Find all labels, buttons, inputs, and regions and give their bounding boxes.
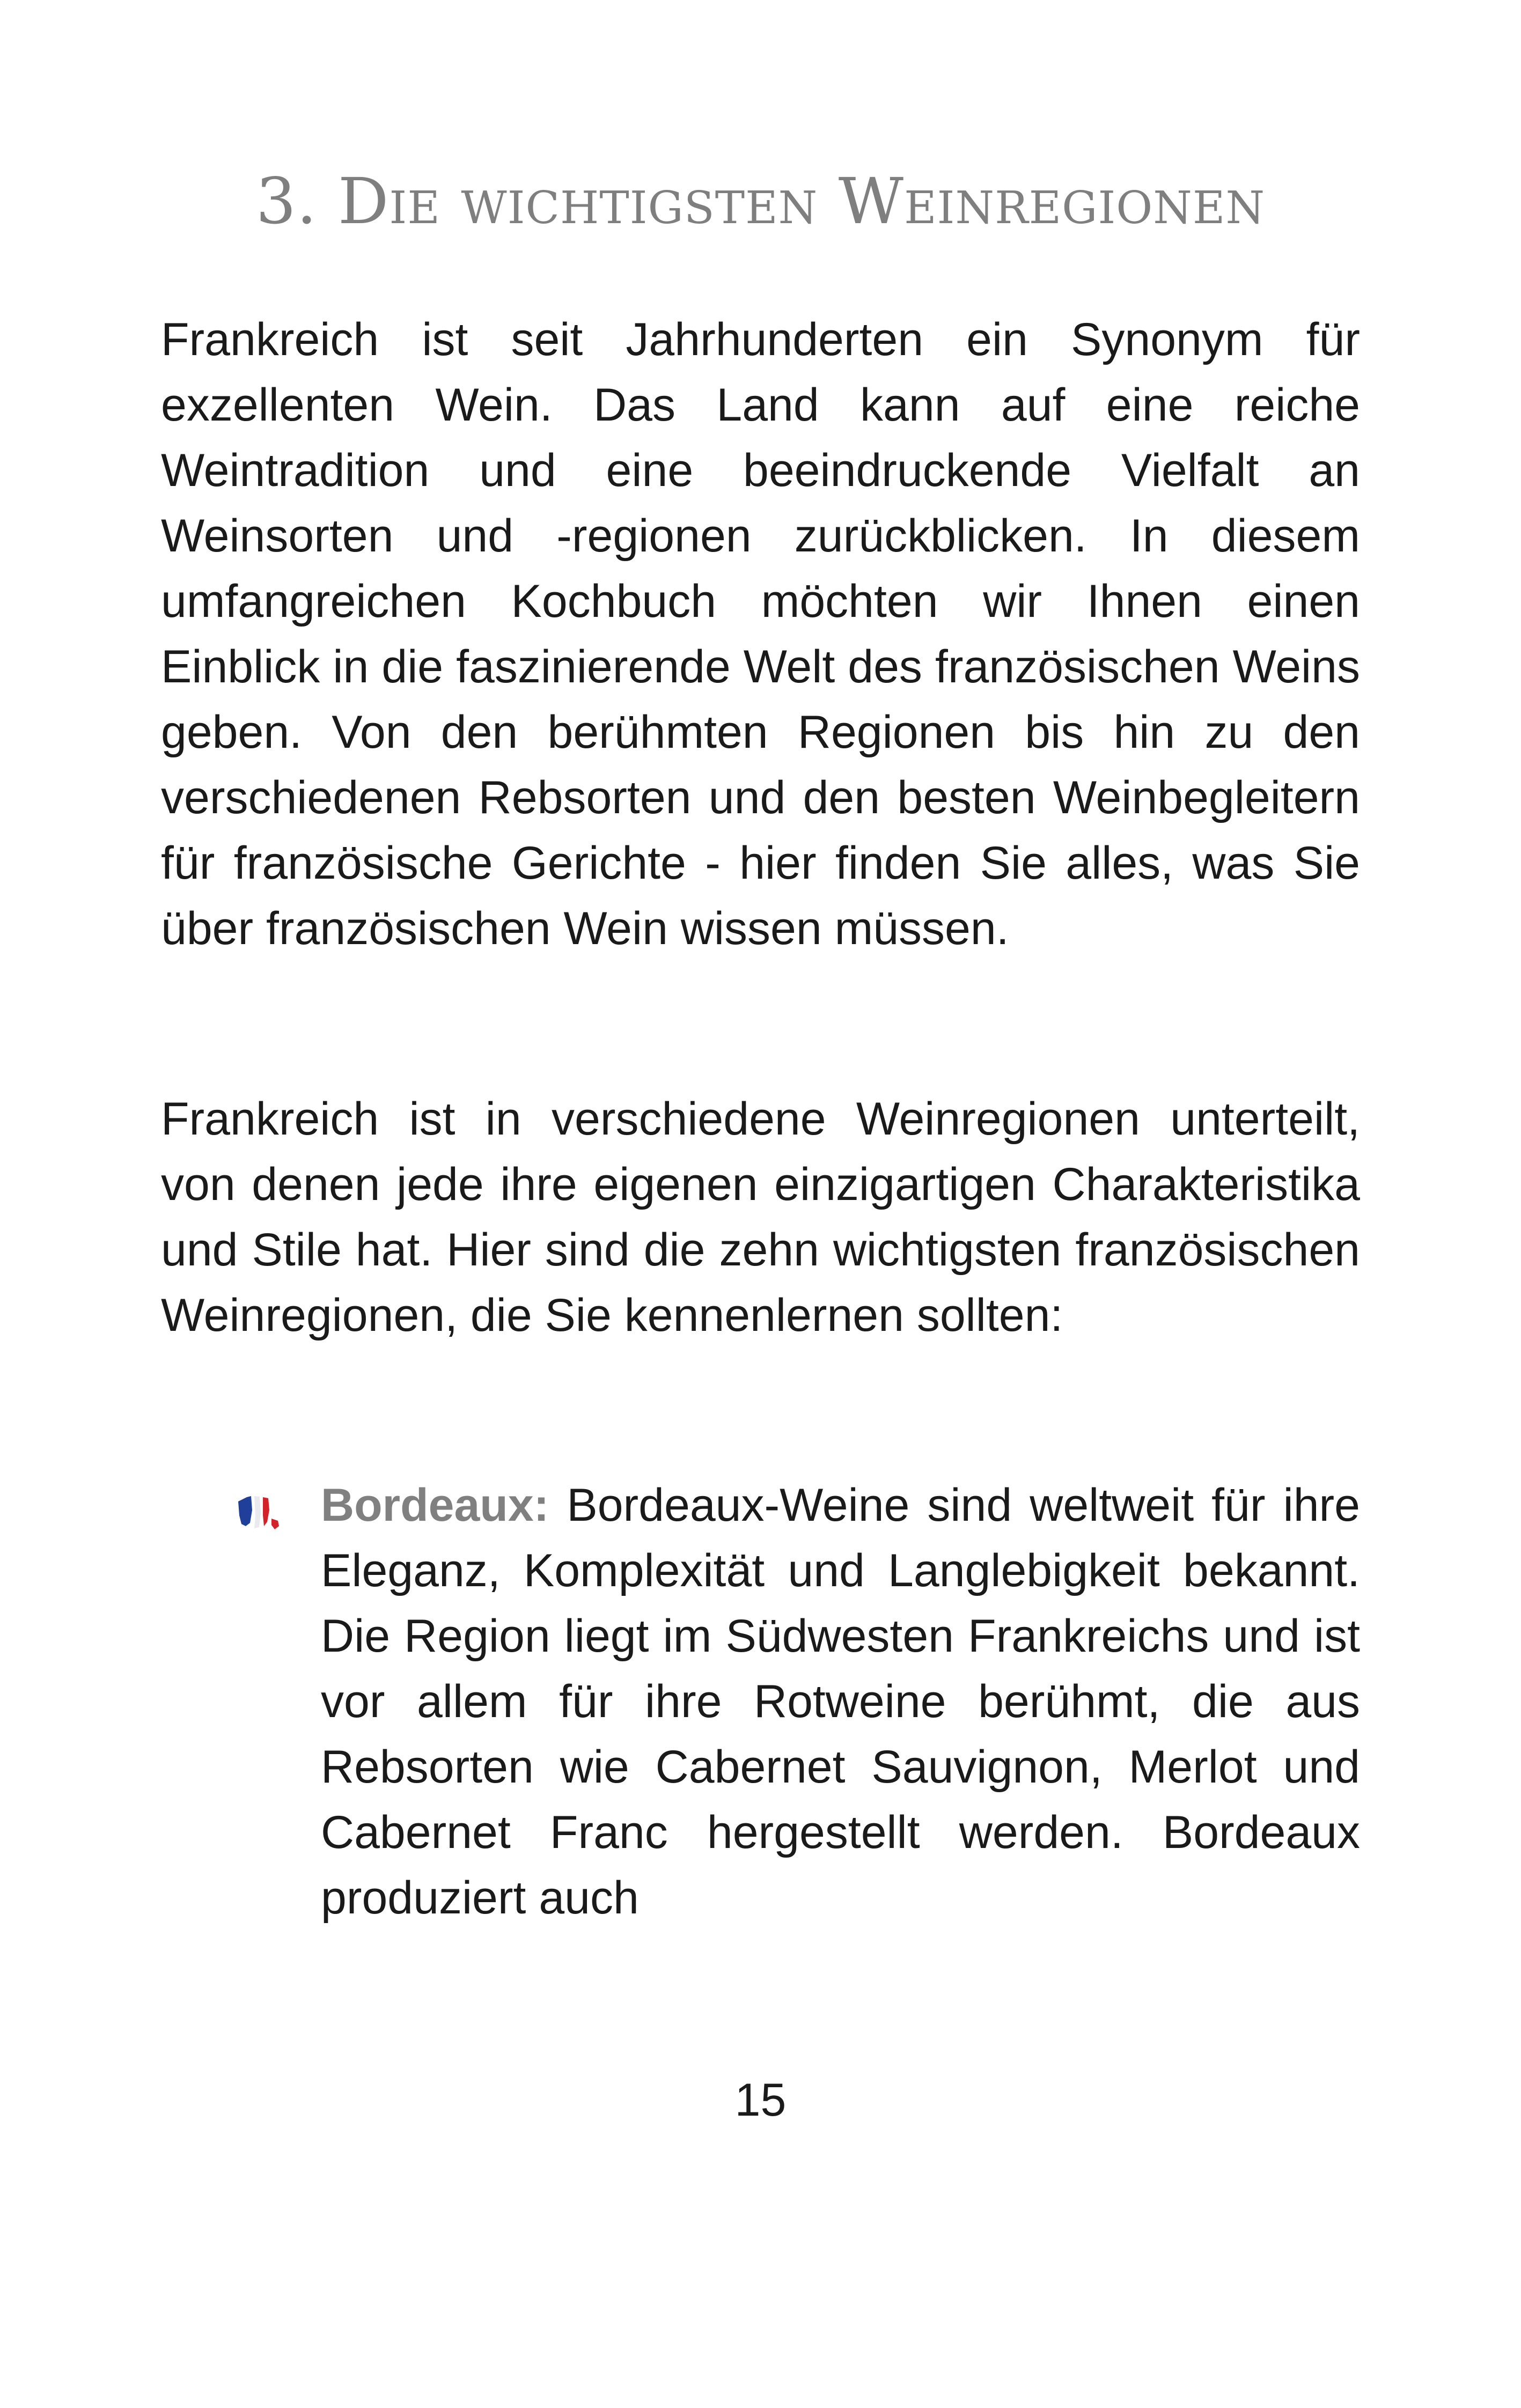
region-list xyxy=(236,1472,1360,1931)
region-name-bordeaux: Bordeaux: xyxy=(321,1479,549,1531)
page-number: 15 xyxy=(734,2074,787,2126)
list-item-bordeaux xyxy=(236,1472,1360,1931)
france-flag-icon xyxy=(236,1484,281,1523)
regions-intro-paragraph: Frankreich ist in verschiedene Weinregionen unterteilt, von denen jede ihre eigenen einzigartigen Charakteristika und Stile hat. Hier sind die zehn wichtigsten französischen Weinregionen, die Sie kennenlernen sollten: xyxy=(161,1093,1360,1341)
chapter-title: 3. Die wichtigsten Weinregionen xyxy=(255,164,1266,238)
intro-paragraph: Frankreich ist seit Jahrhunderten ein Synonym für exzellenten Wein. Das Land kann auf eine reiche Weintradition und eine beeindruckende Vielfalt an Weinsorten und -regionen zurückblicken. In diesem umfangreichen Kochbuch möchten wir Ihnen einen Einblick in die faszinierende Welt des französischen Weins geben. Von den berühmten Regionen bis hin zu den verschiedenen Rebsorten und den besten Weinbegleitern für französische Gerichte - hier finden Sie alles, was Sie über französischen Wein wissen müssen. xyxy=(161,314,1360,954)
region-description-bordeaux: Bordeaux-Weine sind weltweit für ihre Eleganz, Komplexität und Langlebigkeit bekannt. Die Region liegt im Südwesten Frankreichs und ist vor allem für ihre Rotweine berühmt, die aus Rebsorten wie Cabernet Sauvignon, Merlot und Cabernet Franc hergestellt werden. Bordeaux produziert auch xyxy=(321,1479,1360,1924)
